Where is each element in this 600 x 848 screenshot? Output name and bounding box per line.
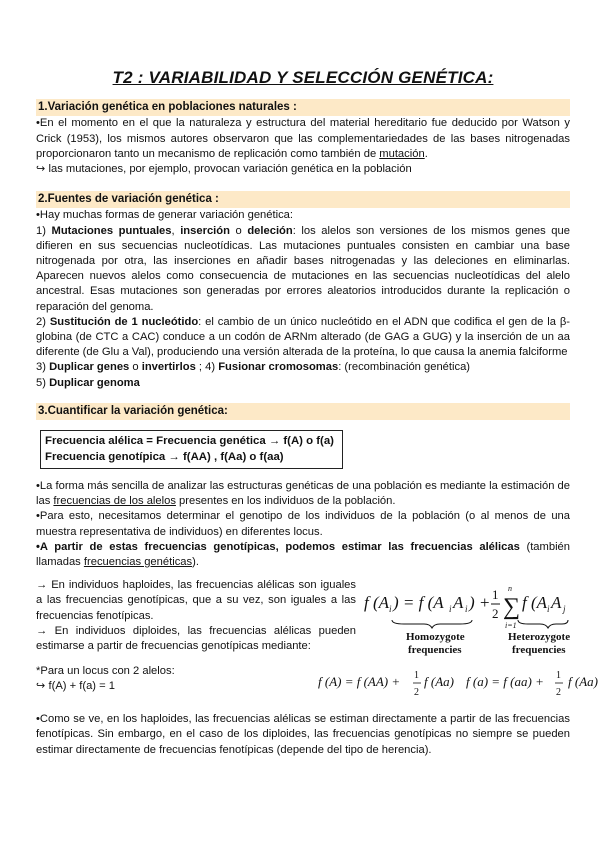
conclusion-paragraph: •Como se ve, en los haploides, las frecuencias alélicas se estiman directamente a partir de las frecuencias fenotípicas. Sin embargo, en el caso de los diploides, las frecuencias genotípicas no siempre se pueden estimar directamente de frecuencias fenotípicas (depende del tipo de herencia).: [36, 713, 570, 756]
two-allele-block: [36, 664, 598, 704]
formula-fA: f (A) = f (AA) +: [318, 674, 401, 690]
section-2-item-1: [36, 224, 570, 315]
section-3-heading: 3.Cuantificar la variación genética:: [36, 403, 570, 420]
section-2-heading: 2.Fuentes de variación genética :: [36, 191, 570, 208]
bold-term: Sustitución de 1 nucleótido: [49, 315, 199, 328]
formula-fa-tail: f (Aa): [568, 674, 598, 690]
bold-term: inserción: [180, 224, 230, 237]
bold-term: invertirlos: [141, 361, 196, 374]
sum-sign: ∑: [503, 594, 521, 621]
text-span: : el cambio de un único nucleótido en el ADN que codifica el gen de la β-globina (de CTC a CAC) conduce a un codón de ARNm alterado (de GAG a GUG) y la inserción de un aa diferente (de Glu a Val), produciendo una versión alterada de la proteína, lo que causa la anemia falciforme: [36, 315, 570, 359]
formula-subscript: i: [389, 604, 392, 615]
homozygote-brace: [392, 620, 472, 628]
locus-equation: ↪ f(A) + f(a) = 1: [36, 680, 116, 693]
formula-subscript: i: [547, 604, 550, 615]
bold-term: deleción: [247, 224, 293, 237]
heterozygote-label-line-1: Heterozygote: [508, 631, 570, 644]
item-number: 3): [36, 361, 50, 374]
formula-fA-tail: f (Aa): [424, 674, 454, 690]
text-span: presentes en los individuos de la población.: [175, 495, 396, 508]
formula-subscript: j: [563, 604, 566, 615]
text-span: .: [424, 147, 428, 160]
text-span: o: [229, 224, 248, 237]
text-span: •La forma más sencilla de analizar las estructuras genéticas de una población es mediante la estimación de las: [36, 480, 570, 508]
formula-subscript: i: [449, 604, 452, 615]
underlined-term: frecuencias genéticas: [83, 556, 193, 569]
general-allele-frequency-formula: [360, 578, 570, 656]
text-span: ,: [171, 224, 181, 237]
two-allele-formula-tail: [566, 664, 600, 704]
formula-fA-numerator: 1: [414, 670, 419, 682]
text-span: (también llamadas: [36, 540, 571, 569]
section-1-heading: 1.Variación genética en poblaciones naturales :: [36, 99, 570, 116]
locus-note: *Para un locus con 2 alelos:: [36, 665, 175, 678]
text-span: ).: [192, 556, 199, 569]
page-title: T2 : VARIABILIDAD Y SELECCIÓN GENÉTICA:: [112, 68, 494, 87]
heterozygote-label-line-2: frequencies: [512, 644, 566, 657]
formula-fa: f (a) = f (aa) +: [466, 674, 544, 690]
bold-term: Duplicar genoma: [49, 376, 140, 389]
formula-text: ) +: [469, 593, 491, 613]
diploid-note: → En individuos diploides, las frecuencias alélicas pueden estimarse a partir de frecuencias genotípicas mediante:: [36, 624, 356, 653]
formula-denominator: 2: [492, 606, 499, 622]
underlined-term: frecuencias de los alelos: [53, 495, 176, 508]
section-2-item-5: [36, 376, 570, 391]
formula-text: A: [551, 593, 562, 613]
section-3-paragraph-1: [36, 479, 570, 509]
section-3-paragraph-3: [36, 540, 570, 570]
heterozygote-brace: [518, 620, 568, 628]
formula-fa-denominator: 2: [556, 687, 561, 699]
text-span: : (recombinación genética): [338, 361, 471, 374]
formula-fa-numerator: 1: [556, 670, 561, 682]
definition-box: [40, 430, 343, 469]
formula-text: ) = f (A: [393, 593, 444, 613]
sum-upper-limit: n: [508, 584, 512, 594]
haploid-diploid-block: [36, 578, 570, 656]
item-number: 2): [36, 315, 50, 328]
definition-allele-frequency: Frecuencia alélica = Frecuencia genética → f(A) o f(a): [45, 435, 334, 448]
section-2-intro: •Hay muchas formas de generar variación genética:: [36, 209, 294, 222]
section-2-item-2: [36, 315, 570, 361]
section-2-item-3: [36, 360, 570, 375]
bold-term: Mutaciones puntuales: [51, 224, 172, 237]
text-span: •En el momento en el que la naturaleza y estructura del material hereditario fue deducido por Watson y Crick (1953), los mismos autores observaron que las complementariedades de las bases nitrogenadas proporcionaron tanto un mecanismo de replicación como también de: [36, 117, 570, 160]
formula-numerator: 1: [492, 587, 499, 603]
item-number: 5): [36, 376, 50, 389]
two-allele-text: [36, 664, 276, 694]
homozygote-label-line-2: frequencies: [408, 644, 462, 657]
formula-text: f (A: [522, 593, 548, 613]
formula-text: f (A: [364, 593, 390, 613]
two-allele-formulas: [318, 664, 570, 704]
underlined-term: mutación: [379, 147, 425, 160]
bold-term: Fusionar cromosomas: [218, 361, 339, 374]
text-span: ; 4): [195, 361, 219, 374]
sum-lower-limit: i=1: [505, 621, 517, 631]
item-number: 1): [36, 224, 52, 237]
section-1-note: ↪ las mutaciones, por ejemplo, provocan variación genética en la población: [36, 163, 412, 176]
definition-genotype-frequency: Frecuencia genotípica → f(AA) , f(Aa) o f(aa): [45, 450, 284, 463]
haploid-diploid-text: [36, 578, 356, 654]
bold-term: Duplicar genes: [49, 361, 130, 374]
text-span: o: [129, 361, 142, 374]
homozygote-label-line-1: Homozygote: [406, 631, 465, 644]
formula-text: A: [453, 593, 464, 613]
formula-fA-denominator: 2: [414, 687, 419, 699]
formula-subscript: i: [465, 604, 468, 615]
haploid-note: → En individuos haploides, las frecuencias alélicas son iguales a las frecuencias genotípicas, que a su vez, son iguales a las frecuencias fenotípicas.: [36, 579, 356, 622]
section-3-paragraph-2: •Para esto, necesitamos determinar el genotipo de los individuos de la población (o al menos de una muestra representativa de individuos) en diferentes locus.: [36, 510, 570, 538]
spacer: [36, 704, 570, 712]
text-span: : los alelos son versiones de los mismos genes que difieren en sus secuencias nucleotídicas. Las mutaciones puntuales consisten en cambiar una base nitrogenada por otra, las inserciones en añadir bases nitrogenadas y las deleciones en eliminarlas. Aparecen nuevos alelos como consecuencia de mutaciones en las secuencias nucleotídicas del alelo ancestral. Esas mutaciones son generadas por errores aleatorios introducidos durante la replicación o reparación del genoma.: [36, 224, 570, 313]
section-1-paragraph: [36, 116, 570, 162]
bold-statement: •A partir de estas frecuencias genotípicas, podemos estimar las frecuencias alélicas: [36, 540, 520, 553]
